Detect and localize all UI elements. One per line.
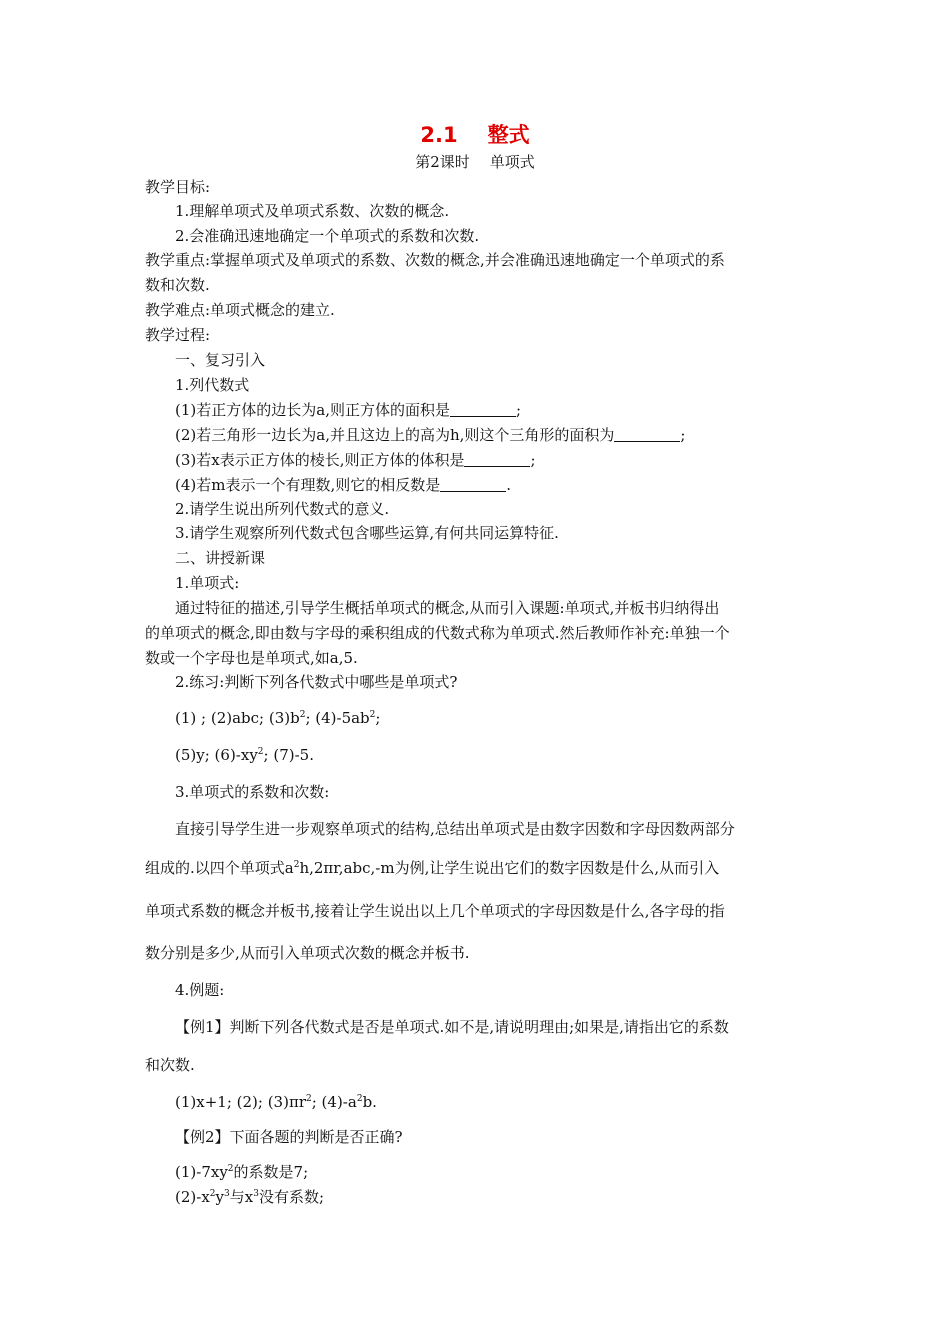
paragraph-line: 单项式系数的概念并板书,接着让学生说出以上几个单项式的字母因数是什么,各字母的指	[145, 902, 725, 920]
process-heading: 教学过程:	[145, 326, 211, 344]
example-item: $(1)-7xy^2$的系数是7;	[175, 1163, 309, 1181]
goal-item: 2.会准确迅速地确定一个单项式的系数和次数.	[175, 227, 480, 245]
review-subheading: 2.请学生说出所列代数式的意义.	[175, 500, 390, 518]
difficulty-line: 教学难点:单项式概念的建立.	[145, 301, 335, 319]
paragraph-line: 数或一个字母也是单项式,如a,5.	[145, 649, 358, 667]
new-lesson-heading: 二、讲授新课	[175, 549, 266, 567]
answer-blank	[614, 427, 680, 442]
lesson-number: 第2课时	[415, 153, 470, 171]
paragraph-line: 通过特征的描述,引导学生概括单项式的概念,从而引入课题:单项式,并板书归纳得出	[175, 599, 720, 617]
answer-blank	[464, 452, 530, 467]
answer-blank	[440, 477, 506, 492]
example-heading: 【例2】下面各题的判断是否正确?	[175, 1128, 403, 1146]
review-heading: 一、复习引入	[175, 351, 266, 369]
section-subheading: 4.例题:	[175, 981, 225, 999]
question-item: (1)若正方体的边长为a,则正方体的面积是 ;	[175, 401, 522, 419]
example-line: 【例1】判断下列各代数式是否是单项式.如不是,请说明理由;如果是,请指出它的系数	[175, 1018, 729, 1036]
page-subtitle	[0, 155, 950, 170]
section-subheading: 1.单项式:	[175, 574, 240, 592]
section-subheading: 2.练习:判断下列各代数式中哪些是单项式?	[175, 673, 458, 691]
answer-blank	[450, 402, 516, 417]
paragraph-line: 直接引导学生进一步观察单项式的结构,总结出单项式是由数字因数和字母因数两部分	[175, 820, 735, 838]
review-subheading: 1.列代数式	[175, 376, 250, 394]
lesson-topic: 单项式	[489, 153, 535, 171]
section-number: 2.1	[420, 123, 458, 147]
paragraph-line: 的单项式的概念,即由数与字母的乘积组成的代数式称为单项式.然后教师作补充:单独一个	[145, 624, 730, 642]
exercise-line: (5)y; $(6)-xy^2$; (7)-5.	[175, 746, 314, 764]
question-item: (2)若三角形一边长为a,并且这边上的高为h,则这个三角形的面积为 ;	[175, 426, 686, 444]
question-item: (4)若m表示一个有理数,则它的相反数是 .	[175, 476, 512, 494]
example-items: (1)x+1; (2); $(3)\pi r^2$; $(4)-a^2b$.	[175, 1093, 377, 1111]
section-subheading: 3.单项式的系数和次数:	[175, 783, 330, 801]
goals-heading: 教学目标:	[145, 178, 211, 196]
review-subheading: 3.请学生观察所列代数式包含哪些运算,有何共同运算特征.	[175, 524, 559, 542]
question-item: (3)若x表示正方体的棱长,则正方体的体积是 ;	[175, 451, 536, 469]
paragraph-line: 数分别是多少,从而引入单项式次数的概念并板书.	[145, 944, 470, 962]
key-point-line: 教学重点:掌握单项式及单项式的系数、次数的概念,并会准确迅速地确定一个单项式的系	[145, 251, 725, 269]
section-title: 整式	[487, 123, 530, 147]
key-point-line: 数和次数.	[145, 276, 210, 294]
example-line: 和次数.	[145, 1056, 195, 1074]
example-item: $(2)-x^2y^3$与$x^3$没有系数;	[175, 1188, 324, 1206]
paragraph-line: 组成的.以四个单项式$a^2h,2\pi r,abc,-m$为例,让学生说出它们的数字因数是什么,从而引入	[145, 859, 720, 877]
page-title	[0, 125, 950, 146]
exercise-line: (1) ; (2)abc; $(3)b^2$; $(4)-5ab^2$;	[175, 709, 381, 727]
goal-item: 1.理解单项式及单项式系数、次数的概念.	[175, 202, 450, 220]
